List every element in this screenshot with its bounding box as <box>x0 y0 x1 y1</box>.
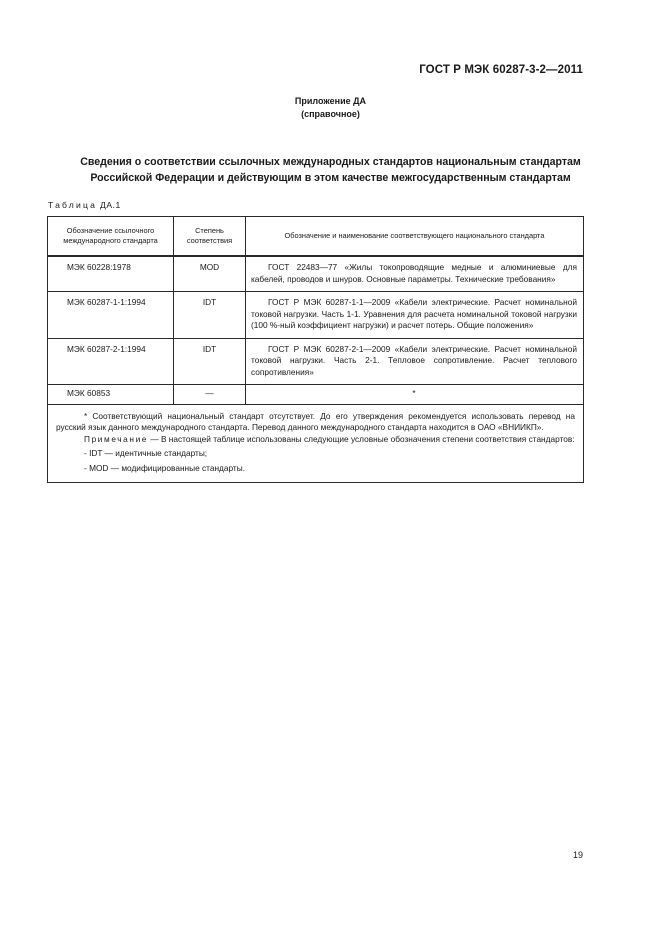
cell-reference: МЭК 60228:1978 <box>48 256 174 292</box>
note-text: — В настоящей таблице использованы следующие условные обозначения степени соответствия стандартов: <box>148 433 575 444</box>
table-caption-word: Таблица <box>48 200 98 210</box>
cell-reference: МЭК 60853 <box>48 385 174 405</box>
table-row <box>48 256 584 292</box>
column-header-degree: Степень соответствия <box>174 217 246 257</box>
cell-national-text: ГОСТ Р МЭК 60287-1-1—2009 «Кабели электрические. Расчет номинальной токовой нагрузки. Часть 1-1. Уравнения для расчета номинальной токовой нагрузки (100 %-ный коэффициент нагрузки) и расчет потерь. Общие положения» <box>251 297 577 330</box>
cell-degree: MOD <box>174 256 246 292</box>
table-row <box>48 292 584 339</box>
column-header-national: Обозначение и наименование соответствующего национального стандарта <box>246 217 584 257</box>
standards-table <box>47 216 584 483</box>
cell-national <box>246 256 584 292</box>
page-number: 19 <box>572 850 583 860</box>
appendix-header <box>0 95 661 121</box>
note-label: Примечание <box>84 433 149 444</box>
cell-degree: IDT <box>174 338 246 385</box>
table-notes <box>48 404 584 483</box>
section-heading <box>40 154 621 186</box>
cell-national-text: ГОСТ 22483—77 «Жилы токопроводящие медные и алюминиевые для кабелей, проводов и шнуров. Основные параметры. Технические требования» <box>251 262 577 284</box>
table-caption-id: ДА.1 <box>100 200 121 210</box>
section-heading-line-2: Российской Федерации и действующим в этом качестве межгосударственным стандартам <box>90 172 571 184</box>
cell-national <box>246 338 584 385</box>
appendix-subtitle: (справочное) <box>301 109 360 119</box>
column-header-reference: Обозначение ссылочного международного стандарта <box>48 217 174 257</box>
footnote: * Соответствующий национальный стандарт отсутствует. До его утверждения рекомендуется использовать перевод на русский язык данного международного стандарта. Перевод данного международного стандарта находится в ОАО «ВНИИКП». <box>56 410 575 432</box>
cell-degree: IDT <box>174 292 246 339</box>
table-notes-row <box>48 404 584 483</box>
table-header-row <box>48 217 584 257</box>
note <box>56 434 575 446</box>
appendix-title: Приложение ДА <box>294 96 367 106</box>
document-code: ГОСТ Р МЭК 60287-3-2—2011 <box>419 64 583 76</box>
table-row <box>48 338 584 385</box>
cell-national: * <box>246 385 584 405</box>
table-caption <box>48 200 121 210</box>
cell-national <box>246 292 584 339</box>
cell-reference: МЭК 60287-1-1:1994 <box>48 292 174 339</box>
table-row <box>48 385 584 405</box>
cell-national-text: ГОСТ Р МЭК 60287-2-1—2009 «Кабели электрические. Расчет номинальной токовой нагрузки. Часть 2-1. Тепловое сопротивление. Расчет теплового сопротивления» <box>251 343 577 377</box>
cell-degree: — <box>174 385 246 405</box>
section-heading-line-1: Сведения о соответствии ссылочных международных стандартов национальным стандартам <box>80 156 581 168</box>
cell-reference: МЭК 60287-2-1:1994 <box>48 338 174 385</box>
legend-item-mod: - MOD — модифицированные стандарты. <box>84 462 246 473</box>
legend-item-idt: - IDT — идентичные стандарты; <box>84 448 208 458</box>
